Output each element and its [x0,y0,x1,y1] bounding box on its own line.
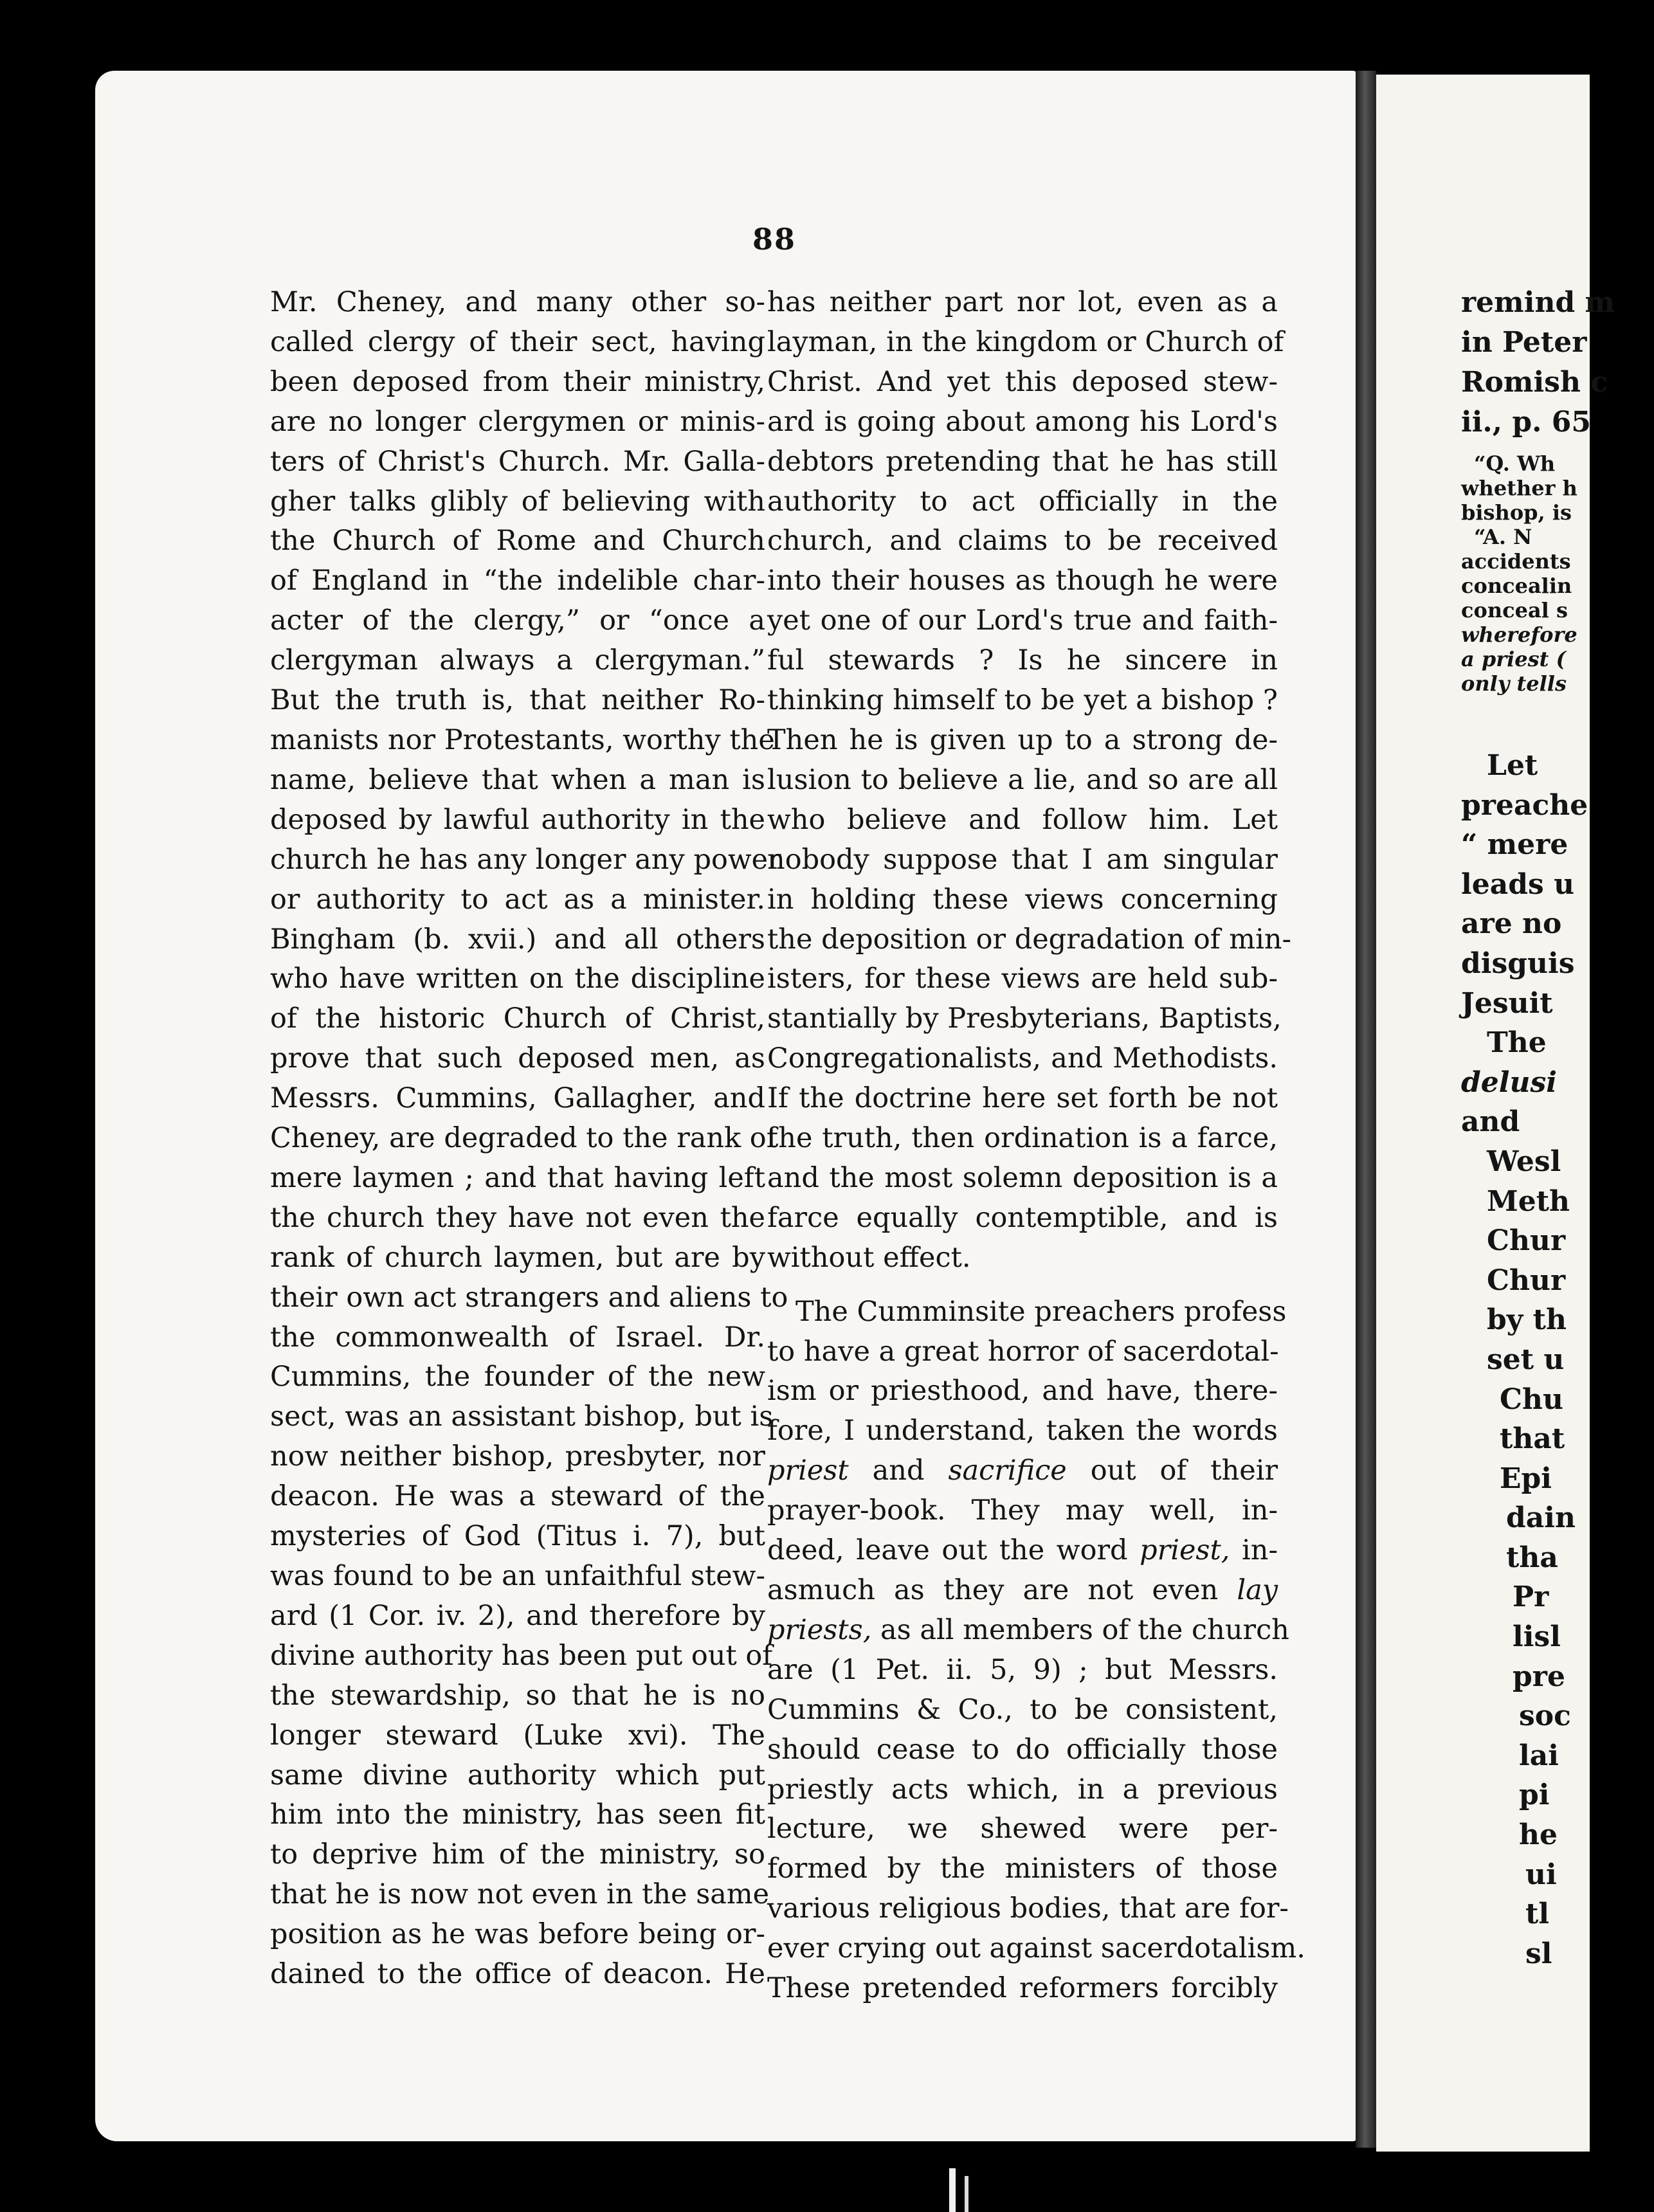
page-number: 88 [752,222,797,257]
text-line: by th [1487,1303,1567,1337]
text-line: who believe and follow him. Let [767,803,1278,836]
text-line: Chur [1487,1264,1566,1297]
text-line: yet one of our Lord's true and faith- [767,604,1278,637]
text-line: lusion to believe a lie, and so are all [767,763,1278,796]
text-line: fore, I understand, taken the words [767,1415,1278,1447]
text-line: been deposed from their ministry, [270,365,765,398]
right-column [767,283,1305,2009]
text-line: formed by the ministers of those [767,1853,1278,1885]
text-line: These pretended reformers forcibly [767,1972,1278,2005]
text-line: who have written on the discipline [270,963,765,995]
text-line: the deposition or degradation of min- [767,923,1292,956]
text-line: preache [1461,788,1588,822]
text-line: Let [1487,749,1538,782]
text-line: Pr [1513,1581,1549,1614]
text-line: only tells [1461,671,1567,696]
text-line: Congregationalists, and Methodists. [767,1042,1278,1075]
italic-word: sacrifice [948,1455,1067,1487]
text-line: of England in “the indelible char- [270,565,765,597]
facing-page-top-lines [1461,283,1654,442]
text-line: into their houses as though he were [767,565,1278,597]
text-line: the stewardship, so that he is no [270,1679,765,1712]
text-line: church he has any longer any power [270,843,781,876]
italic-word: priest [767,1455,849,1487]
text-line: Bingham (b. xvii.) and all others [270,923,765,956]
text-line: divine authority has been put out of [270,1639,773,1672]
text-line: prove that such deposed men, as [270,1042,765,1075]
text-line: are no longer clergymen or minis- [270,405,765,438]
text-line: leads u [1461,867,1575,901]
text-line: Romish c [1461,366,1608,399]
text-line: authority to act officially in the [767,485,1278,518]
text-line: The [1487,1026,1547,1060]
text-line: priest and sacrifice out of their [767,1455,1278,1487]
text-line: same divine authority which put [270,1759,765,1791]
text-line: debtors pretending that he has still [767,445,1278,478]
text-line: Messrs. Cummins, Gallagher, and [270,1082,765,1115]
text-line: layman, in the kingdom or Church of [767,325,1284,358]
text-line: has neither part nor lot, even as a [767,286,1278,318]
text-line: the Church of Rome and Church [270,525,765,558]
text-line: ever crying out against sacerdotalism. [767,1932,1305,1965]
text-line: to deprive him of the ministry, so [270,1838,765,1871]
text-line: pre [1513,1660,1565,1693]
text-line: tl [1525,1898,1550,1931]
text-line: Cummins, the founder of the new [270,1361,765,1393]
text-line: mysteries of God (Titus i. 7), but [270,1520,765,1553]
text-line: nobody suppose that I am singular [767,843,1278,876]
text-line: Christ. And yet this deposed stew- [767,365,1278,398]
text-line: deed, leave out the word priest, in- [767,1534,1278,1567]
text-line: called clergy of their sect, having [270,325,765,358]
text-line: now neither bishop, presbyter, nor [270,1440,765,1473]
text-line: set u [1487,1343,1565,1376]
text-line: isters, for these views are held sub- [767,963,1278,995]
text-line: bishop, is [1461,500,1572,525]
text-line: deacon. He was a steward of the [270,1480,765,1513]
text-line: dain [1506,1501,1576,1535]
text-line: sect, was an assistant bishop, but is [270,1401,774,1433]
text-line: lisl [1513,1620,1561,1654]
text-line: Meth [1487,1184,1570,1218]
left-column [270,283,788,1995]
italic-word: priests, [767,1613,872,1646]
scan-artifact [965,2176,968,2212]
text-line: that [1500,1422,1565,1456]
text-line: stantially by Presbyterians, Baptists, [767,1002,1282,1035]
text-line: prayer-book. They may well, in- [767,1494,1278,1527]
text-line: of the historic Church of Christ, [270,1002,765,1035]
text-line: Chur [1487,1224,1566,1258]
text-line: the commonwealth of Israel. Dr. [270,1321,765,1354]
text-line: sl [1525,1937,1552,1970]
text-line: gher talks glibly of believing with [270,485,765,518]
text-line: manists nor Protestants, worthy the [270,723,775,756]
text-line: in holding these views concerning [767,883,1278,916]
text-line: ard (1 Cor. iv. 2), and therefore by [270,1599,765,1632]
text-line: The Cumminsite preachers profess [795,1295,1287,1328]
text-line: Wesl [1487,1145,1561,1178]
text-line: Cummins & Co., to be consistent, [767,1693,1278,1726]
text-line: asmuch as they are not even lay [767,1574,1278,1606]
text-line: are no [1461,907,1562,941]
italic-word: lay [1237,1574,1278,1606]
text-line: name, believe that when a man is [270,763,765,796]
text-line: conceal s [1461,598,1568,622]
text-line: rank of church laymen, but are by [270,1241,765,1274]
text-line: longer steward (Luke xvi). The [270,1719,765,1752]
text-line: Epi [1500,1462,1552,1495]
text-line: him into the ministry, has seen fit [270,1799,765,1831]
text-line: ui [1525,1858,1557,1891]
text-line: soc [1519,1700,1571,1733]
text-line: delusi [1461,1065,1557,1099]
text-line: in Peter [1461,326,1587,359]
text-line: accidents [1461,549,1571,574]
text-line: position as he was before being or- [270,1918,765,1951]
text-line: the church they have not even the [270,1201,765,1234]
text-line: without effect. [767,1241,971,1274]
text-line: lai [1519,1739,1559,1772]
text-line: If the doctrine here set forth be not [767,1082,1278,1115]
text-line: Chu [1500,1382,1563,1416]
text-line: are (1 Pet. ii. 5, 9) ; but Messrs. [767,1653,1278,1686]
book-gutter [1356,71,1376,2148]
text-line: their own act strangers and aliens to [270,1281,788,1314]
text-line: remind m [1461,286,1615,319]
text-line: various religious bodies, that are for- [767,1892,1289,1925]
text-line: priestly acts which, in a previous [767,1773,1278,1806]
text-line: “Q. Wh [1474,451,1556,476]
facing-page-body-lines [1461,746,1654,1973]
text-line: ters of Christ's Church. Mr. Galla- [270,445,765,478]
text-line: lecture, we shewed were per- [767,1813,1278,1845]
text-line: disguis [1461,947,1575,980]
text-line: wherefore [1461,622,1577,647]
text-line: Mr. Cheney, and many other so- [270,286,765,318]
text-line: clergyman always a clergyman.” [270,644,765,677]
text-line: priests, as all members of the church [767,1613,1289,1646]
text-line: tha [1506,1541,1558,1574]
text-line: But the truth is, that neither Ro- [270,684,765,717]
text-line: mere laymen ; and that having left [270,1161,765,1194]
text-line: deposed by lawful authority in the [270,803,765,836]
text-line: and [1461,1105,1520,1139]
text-line: whether h [1461,476,1577,500]
text-line: ful stewards ? Is he sincere in [767,644,1278,677]
scan-artifact [949,2168,956,2212]
text-line: ard is going about among his Lord's [767,405,1278,438]
text-line: acter of the clergy,” or “once a [270,604,765,637]
text-line: Cheney, are degraded to the rank of [270,1122,777,1155]
text-line: Jesuit [1461,986,1553,1020]
text-line: ii., p. 65 [1461,406,1592,439]
text-line: church, and claims to be received [767,525,1278,558]
text-line: dained to the office of deacon. He [270,1958,765,1991]
text-line: concealin [1461,574,1572,598]
text-line: thinking himself to be yet a bishop ? [767,684,1278,717]
text-line: pi [1519,1779,1550,1812]
text-line: the truth, then ordination is a farce, [767,1122,1278,1155]
text-line: he [1519,1818,1558,1852]
text-line: ism or priesthood, and have, there- [767,1375,1278,1408]
text-line: farce equally contemptible, and is [767,1201,1278,1234]
italic-word: priest, [1140,1534,1230,1567]
text-line: a priest ( [1461,647,1566,671]
text-line: or authority to act as a minister. [270,883,765,916]
text-line: to have a great horror of sacerdotal- [767,1335,1279,1368]
text-line: “A. N [1474,525,1532,549]
text-line: Then he is given up to a strong de- [767,723,1278,756]
text-line: was found to be an unfaithful stew- [270,1560,765,1592]
text-line: and the most solemn deposition is a [767,1161,1278,1194]
text-line: that he is now not even in the same [270,1878,770,1911]
facing-page-footnote [1461,451,1654,696]
text-line: “ mere [1461,828,1568,862]
text-line: should cease to do officially those [767,1733,1278,1766]
